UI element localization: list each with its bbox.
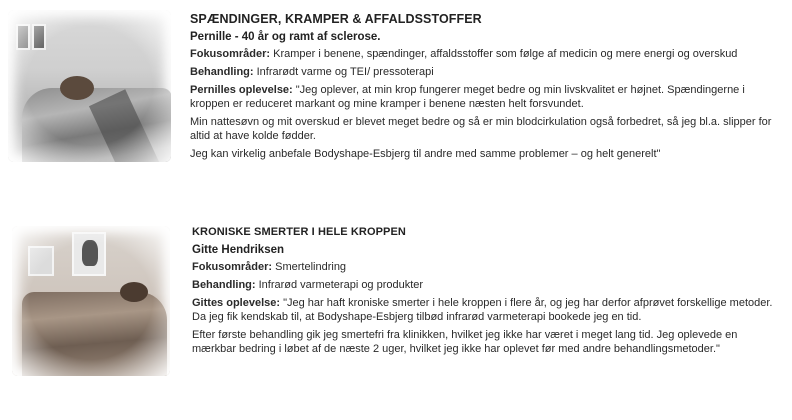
experience-label: Gittes oplevelse:: [192, 297, 281, 309]
treatment-line: [190, 65, 780, 79]
treatment-label: Behandling:: [192, 279, 256, 291]
experience-line: [190, 83, 780, 111]
testimonial-title: KRONISKE SMERTER I HELE KROPPEN: [192, 226, 406, 238]
experience-label: Pernilles oplevelse:: [190, 84, 293, 96]
treatment-text: Infrarød varmeterapi og produkter: [255, 279, 424, 291]
experience-paragraph: Efter første behandling gik jeg smertefri fra klinikken, hvilket jeg ikke har været i meget lang tid. Jeg oplevede en mærkbar bedring i løbet af de næste 2 uger, hvilket jeg ikke har oplevet før med andre behandlingsmetoder.": [192, 329, 738, 355]
treatment-text: Infrarødt varme og TEI/ pressoterapi: [253, 66, 434, 78]
testimonial-title: SPÆNDINGER, KRAMPER & AFFALDSSTOFFER: [190, 12, 482, 26]
experience-text: "Jeg oplever, at min krop fungerer meget bedre og min livskvalitet er højnet. Spændingerne i kroppen er reduceret markant og mine kramper i benene næsten helt forsvundet.: [190, 84, 745, 110]
testimonial-photo-gitte: [12, 226, 170, 376]
focus-text: Smertelindring: [272, 261, 347, 273]
experience-paragraph: Jeg kan virkelig anbefale Bodyshape-Esbjerg til andre med samme problemer – og helt generelt": [190, 148, 661, 160]
experience-paragraph: Min nattesøvn og mit overskud er blevet meget bedre og så er min blodcirkulation også forbedret, så jeg bl.a. slipper for altid at have kolde fødder.: [190, 116, 772, 142]
testimonial-pernille: [190, 12, 780, 165]
testimonial-photo-pernille: [8, 10, 171, 162]
testimonial-gitte: [192, 226, 782, 360]
experience-text: "Jeg har haft kroniske smerter i hele kroppen i flere år, og jeg har derfor afprøvet forskellige metoder. Da jeg fik kendskab til, at Bodyshape-Esbjerg tilbød infrarød varmeterapi bookede jeg en tid.: [192, 297, 773, 323]
testimonial-person: Gitte Hendriksen: [192, 244, 285, 256]
treatment-line: [192, 278, 782, 292]
testimonial-person: Pernille - 40 år og ramt af sclerose.: [190, 31, 381, 43]
focus-text: Kramper i benene, spændinger, affaldsstoffer som følge af medicin og mere energi og overskud: [270, 48, 738, 60]
focus-label: Fokusområder:: [192, 261, 273, 273]
focus-label: Fokusområder:: [190, 48, 271, 60]
focus-line: [190, 47, 780, 61]
focus-line: [192, 260, 782, 274]
experience-line: [192, 296, 782, 324]
treatment-label: Behandling:: [190, 66, 254, 78]
